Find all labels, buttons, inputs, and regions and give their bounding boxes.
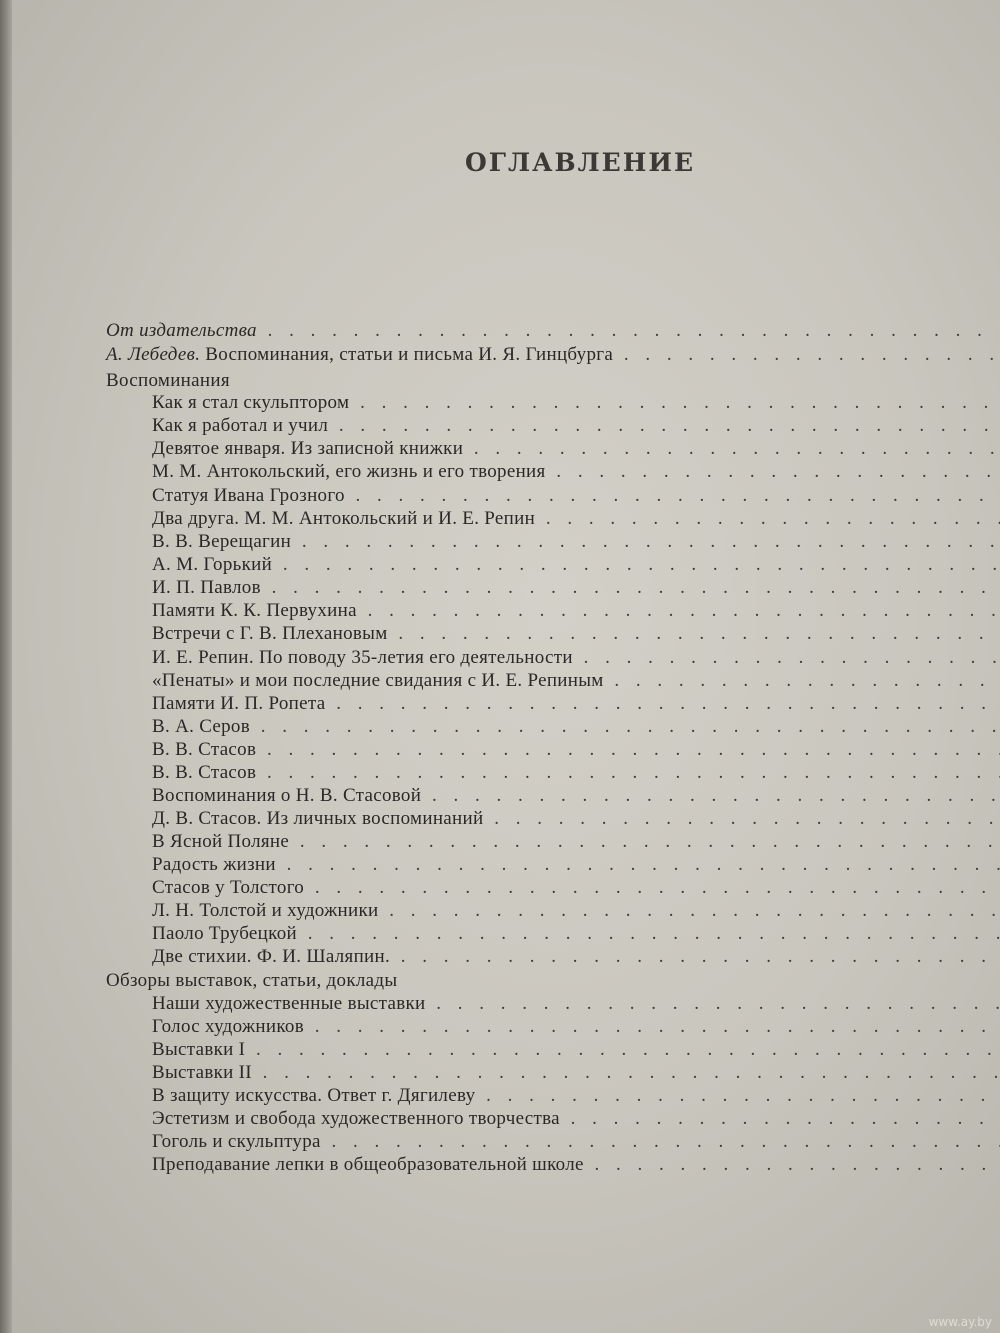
toc-entry-title — [152, 1060, 1000, 1086]
toc-entry-title — [152, 944, 1000, 970]
page-title: ОГЛАВЛЕНИЕ — [464, 148, 696, 177]
toc-entry — [0, 691, 1000, 717]
toc-entry — [0, 783, 1000, 809]
toc-entry-title — [152, 1014, 1000, 1040]
toc-section-heading — [0, 968, 1000, 994]
toc-entry — [0, 1152, 1000, 1178]
toc-entry — [0, 737, 1000, 763]
toc-entry — [0, 529, 1000, 555]
toc-entry — [0, 668, 1000, 694]
toc-entry-title — [152, 921, 1000, 947]
toc-entry — [0, 991, 1000, 1017]
toc-entry — [0, 875, 1000, 901]
toc-entry-text: Две стихии. Ф. И. Шаляпин. — [152, 946, 391, 967]
toc-entry-title — [152, 598, 1000, 624]
toc-entry-title — [152, 852, 1000, 878]
toc-entry-text: Статуя Ивана Грозного — [152, 485, 345, 506]
toc-entry — [0, 829, 1000, 855]
toc-entry — [0, 459, 1000, 485]
toc-entry — [0, 1060, 1000, 1086]
toc-entry-author: А. Лебедев. — [106, 344, 201, 365]
toc-entry-text: Преподавание лепки в общеобразовательной школе — [152, 1154, 584, 1175]
toc-entry — [0, 483, 1000, 509]
toc-entry-text: Выставки II — [152, 1062, 252, 1083]
toc-entry-title — [152, 483, 1000, 509]
toc-entry-text: Воспоминания, статьи и письма И. Я. Гинцбурга — [200, 344, 614, 365]
toc-entry-title — [152, 1152, 1000, 1178]
toc-entry-text: Гоголь и скульптура — [152, 1131, 321, 1152]
toc-entry-text: Л. Н. Толстой и художники — [152, 900, 379, 921]
toc-entry-text: Как я работал и учил — [152, 415, 329, 436]
toc-entry-text: Эстетизм и свобода художественного творчества — [152, 1108, 560, 1129]
toc-entry-title — [152, 552, 1000, 578]
toc-entry — [0, 921, 1000, 947]
toc-entry-title — [152, 575, 1000, 601]
toc-entry-title — [152, 806, 1000, 832]
toc-entry-text: Голос художников — [152, 1016, 304, 1037]
toc-entry-text: И. П. Павлов — [152, 577, 261, 598]
toc-entry-text: Обзоры выставок, статьи, доклады — [106, 970, 398, 991]
toc-entry-title — [106, 968, 397, 994]
toc-entry-text: Радость жизни — [152, 854, 276, 875]
toc-entry-title — [152, 459, 1000, 485]
toc-entry — [0, 1014, 1000, 1040]
toc-entry-text: Девятое января. Из записной книжки — [152, 438, 464, 459]
toc-entry — [0, 318, 1000, 344]
toc-entry-text: В. В. Стасов — [152, 739, 257, 760]
toc-entry-text: Памяти К. К. Первухина — [152, 600, 357, 621]
toc-entry — [0, 390, 1000, 416]
toc-entry — [0, 1106, 1000, 1132]
toc-entry — [0, 1037, 1000, 1063]
toc-entry-title — [152, 991, 1000, 1017]
toc-entry-text: Два друга. М. М. Антокольский и И. Е. Репин — [152, 508, 536, 529]
toc-entry-text: И. Е. Репин. По поводу 35-летия его деятельности — [152, 647, 573, 668]
toc-entry-title — [152, 898, 1000, 924]
toc-entry — [0, 714, 1000, 740]
toc-entry — [0, 506, 1000, 532]
toc-entry-title — [106, 368, 230, 394]
toc-entry — [0, 645, 1000, 671]
toc-entry-text: В. В. Верещагин — [152, 531, 292, 552]
toc-entry-text: Д. В. Стасов. Из личных воспоминаний — [152, 808, 484, 829]
toc-entry-title — [106, 342, 1000, 368]
toc-entry-text: Встречи с Г. В. Плехановым — [152, 623, 388, 644]
toc-entry-author: От издательства — [106, 320, 257, 341]
page-gutter-shadow — [0, 0, 12, 1333]
watermark: www.ay.by — [928, 1315, 992, 1329]
toc-entry-text: Воспоминания — [106, 370, 230, 391]
toc-entry-text: В. А. Серов — [152, 716, 251, 737]
toc-entry-title — [152, 436, 1000, 462]
toc-entry — [0, 621, 1000, 647]
toc-entry-title — [152, 714, 1000, 740]
toc-entry-text: В защиту искусства. Ответ г. Дягилеву — [152, 1085, 476, 1106]
toc-entry — [0, 760, 1000, 786]
toc-entry — [0, 436, 1000, 462]
toc-entry-text: М. М. Антокольский, его жизнь и его творения — [152, 461, 546, 482]
toc-entry-title — [152, 691, 1000, 717]
toc-entry-title — [152, 1129, 1000, 1155]
toc-entry-text: В. В. Стасов — [152, 762, 257, 783]
toc-entry-title — [152, 413, 1000, 439]
toc-entry-text: Как я стал скульптором — [152, 392, 350, 413]
toc-entry — [0, 1083, 1000, 1109]
toc-entry-title — [152, 760, 1000, 786]
toc-entry — [0, 413, 1000, 439]
toc-entry — [0, 898, 1000, 924]
toc-entry-text: Воспоминания о Н. В. Стасовой — [152, 785, 422, 806]
toc-entry-title — [152, 506, 1000, 532]
toc-entry — [0, 806, 1000, 832]
toc-entry-title — [152, 645, 1000, 671]
toc-entry-text: «Пенаты» и мои последние свидания с И. Е. Репиным — [152, 670, 604, 691]
toc-entry-text: Паоло Трубецкой — [152, 923, 297, 944]
toc-entry-title — [152, 1037, 1000, 1063]
toc-entry-text: Наши художественные выставки — [152, 993, 426, 1014]
toc-entry-title — [152, 668, 1000, 694]
toc-entry-title — [152, 1106, 1000, 1132]
toc-entry-title — [152, 783, 1000, 809]
toc-entry-title — [152, 737, 1000, 763]
toc-entry-text: Стасов у Толстого — [152, 877, 305, 898]
toc-entry — [0, 1129, 1000, 1155]
toc-entry-text: В Ясной Поляне — [152, 831, 290, 852]
toc-section-heading — [0, 368, 1000, 394]
toc-entry — [0, 575, 1000, 601]
toc-entry-title — [152, 1083, 1000, 1109]
toc-entry-title — [152, 621, 1000, 647]
toc-entry — [0, 598, 1000, 624]
toc-entry — [0, 552, 1000, 578]
toc-entry-text: А. М. Горький — [152, 554, 273, 575]
toc-entry-text: Выставки I — [152, 1039, 246, 1060]
toc-entry-title — [106, 318, 1000, 344]
toc-entry-title — [152, 529, 1000, 555]
toc-entry-title — [152, 829, 1000, 855]
toc-entry — [0, 944, 1000, 970]
toc-entry — [0, 342, 1000, 368]
toc-entry-text: Памяти И. П. Ропета — [152, 693, 326, 714]
toc-entry-title — [152, 390, 1000, 416]
toc-entry-title — [152, 875, 1000, 901]
toc-entry — [0, 852, 1000, 878]
